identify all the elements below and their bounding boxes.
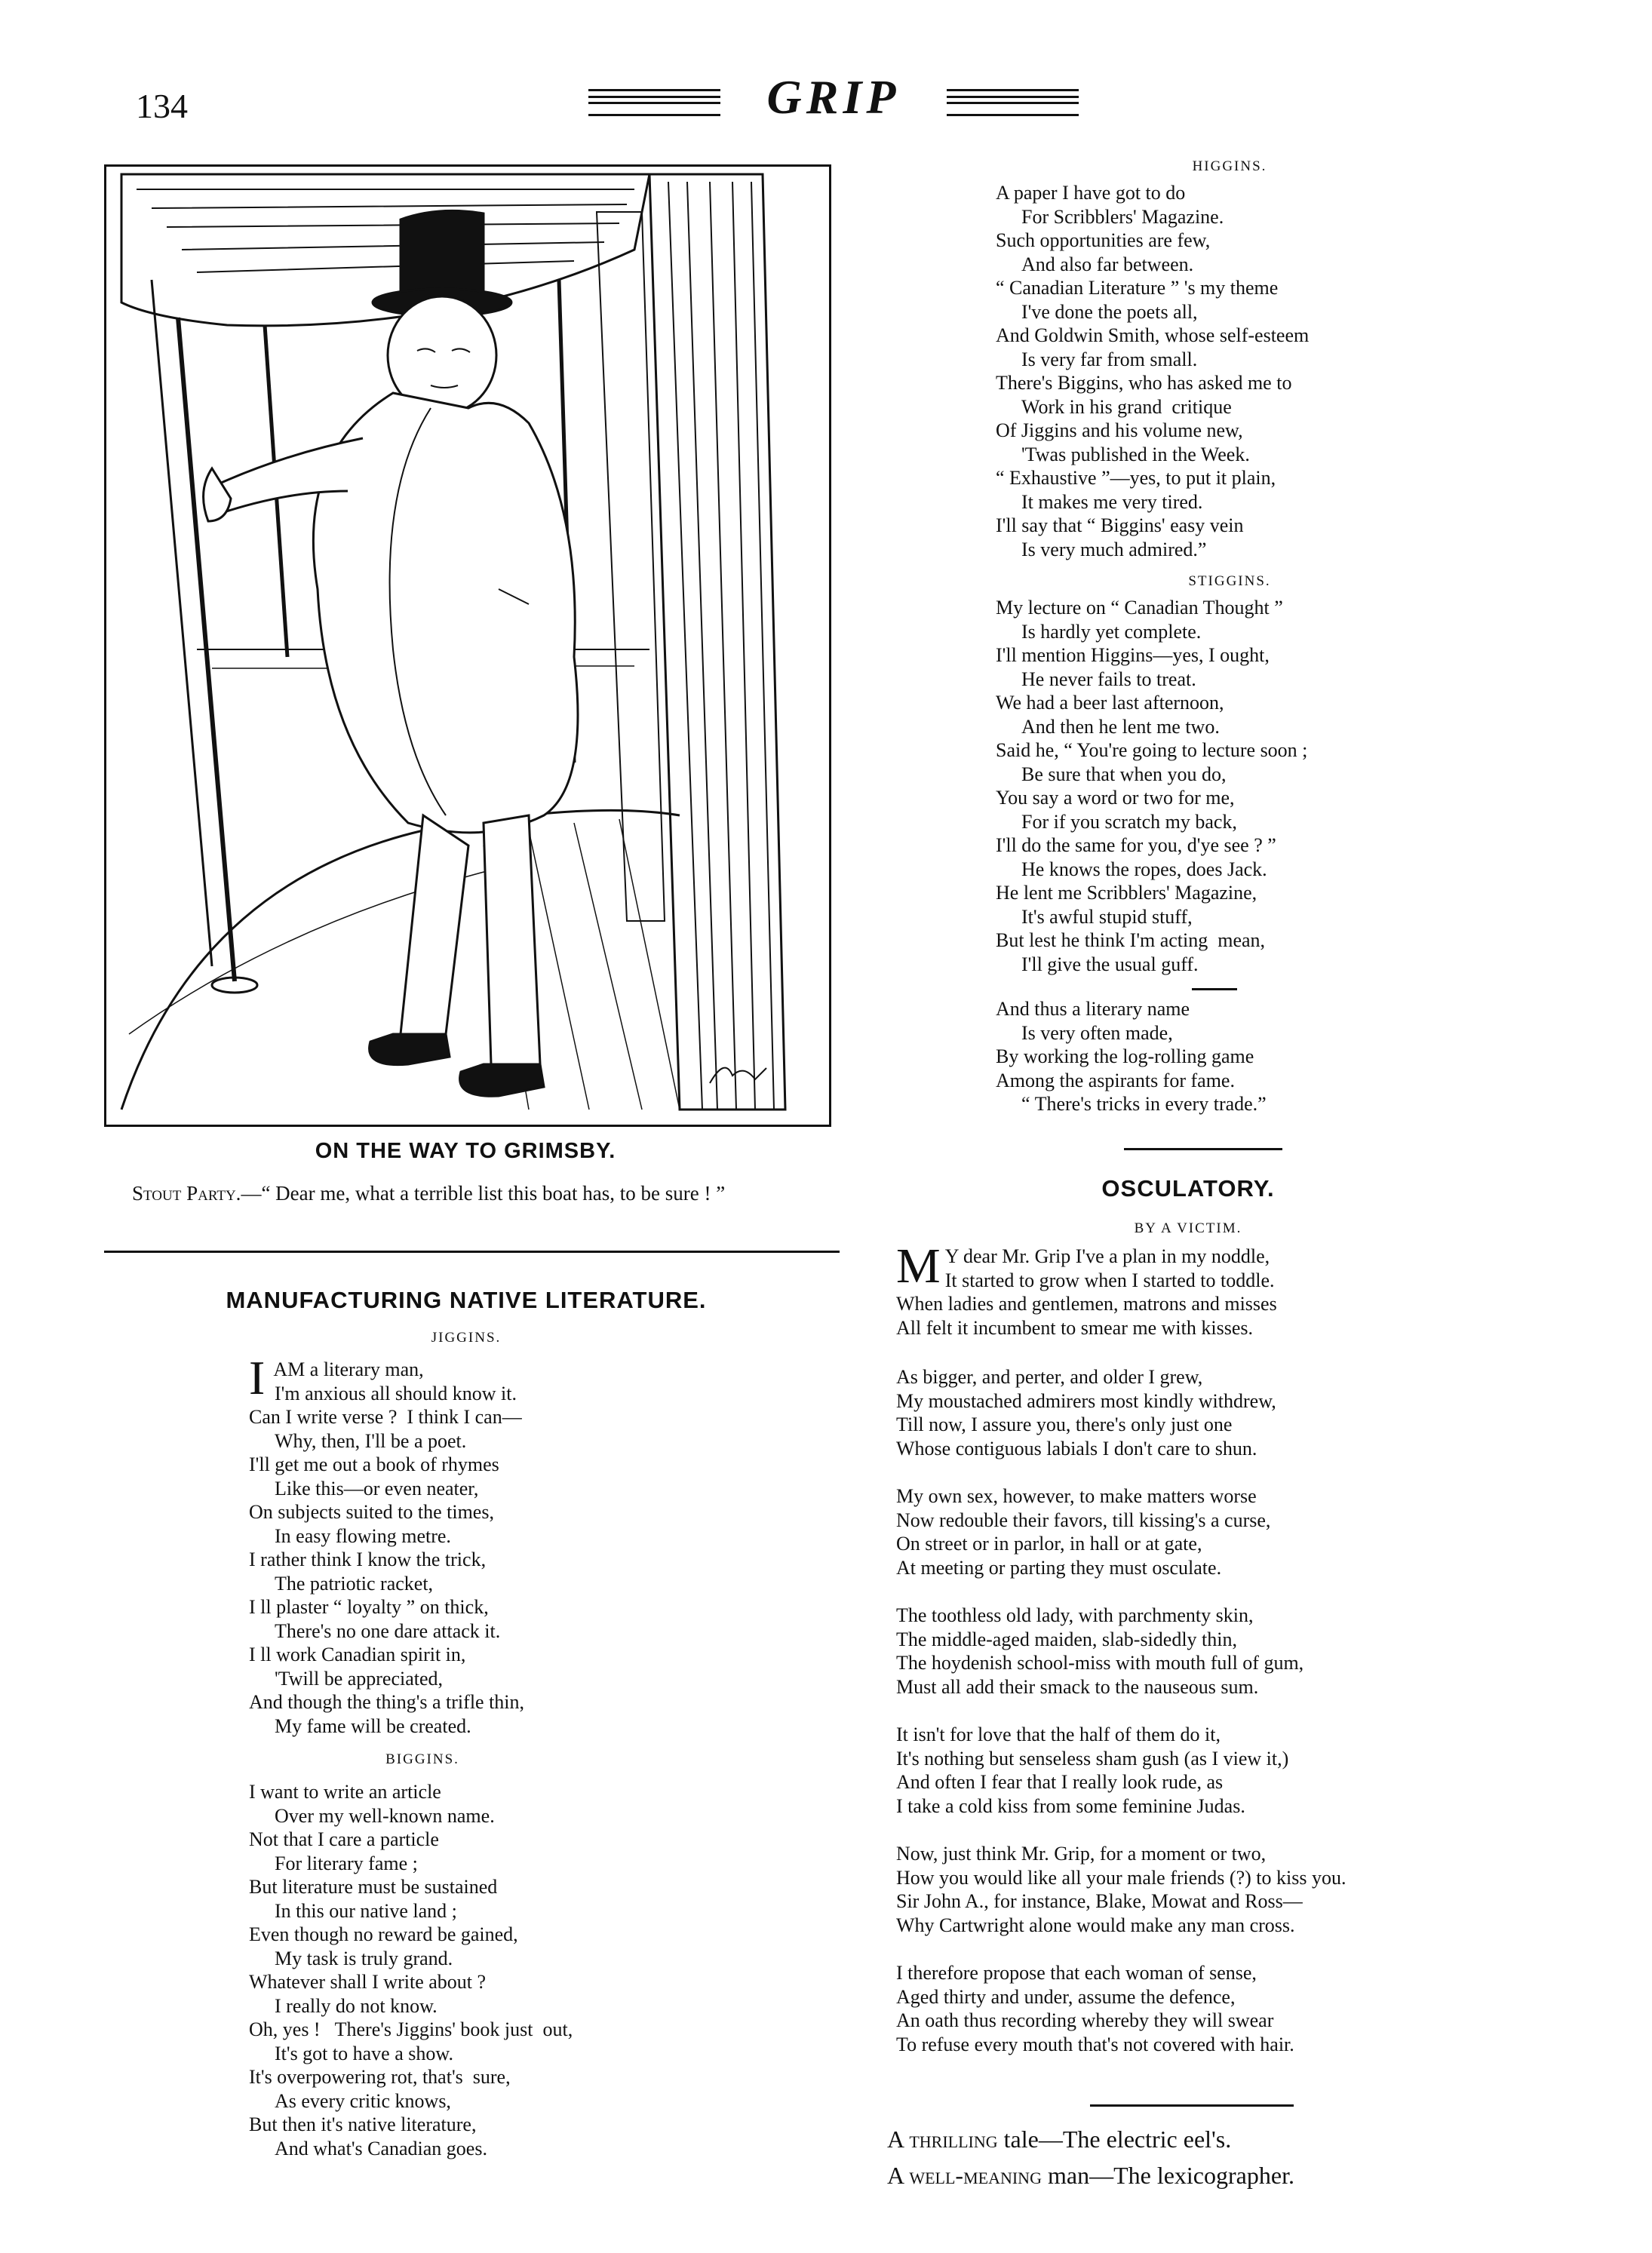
poem-line: And then he lent me two. [1021,715,1220,738]
filler-2 [887,2157,1566,2193]
stanza-line [896,1437,1575,1461]
fillers [887,2121,1566,2193]
poem-line: Over my well-known name. [275,1804,495,1827]
masthead-rule-right [947,89,1079,116]
poem-line: Whatever shall I write about ? [249,1971,487,1993]
biggins-lines [249,1780,777,2160]
divider-before-fillers [1090,2104,1294,2107]
stanza-line [896,1484,1575,1509]
stanza-line-text: Aged thirty and under, assume the defence, [896,1985,1236,2008]
poem-line: Said he, “ You're going to lecture soon ; [996,739,1308,761]
stanza-line-text: To refuse every mouth that's not covered with hair. [896,2033,1294,2055]
poem-line: Oh, yes ! There's Jiggins' book just out, [249,2018,573,2040]
poem-line: I'll mention Higgins—yes, I ought, [996,644,1270,666]
stanza-line [896,1961,1575,1985]
jiggins-lines [249,1351,732,1738]
stanza-line [896,1770,1575,1794]
poem-line: Be sure that when you do, [1021,763,1227,785]
poem-line: My task is truly grand. [275,1947,453,1969]
stanza-line-text: Sir John A., for instance, Blake, Mowat and Ross— [896,1890,1303,1912]
poem-line: There's Biggins, who has asked me to [996,372,1292,394]
stanza-line-text: My own sex, however, to make matters worse [896,1485,1257,1507]
poem-line: I'll give the usual guff. [1021,953,1199,975]
stanza [896,1604,1575,1699]
stanza-line [896,1723,1575,1747]
poem-line: In this our native land ; [275,1899,457,1922]
poem-line: And thus a literary name [996,998,1190,1020]
poem-line: “ Canadian Literature ” 's my theme [996,277,1279,299]
osculatory-stanzas [896,1239,1575,2056]
stanza-line-text: It's nothing but senseless sham gush (as I view it,) [896,1747,1289,1770]
filler-2-text: man—The lexicographer. [1041,2162,1294,2189]
masthead-title: GRIP [766,70,901,124]
poem-line: A paper I have got to do [996,182,1186,204]
stanza-line [896,1866,1575,1890]
poem-line: He never fails to treat. [1021,668,1196,690]
article-title-manufacturing: MANUFACTURING NATIVE LITERATURE. [226,1287,707,1313]
section-divider [104,1251,840,1253]
stanza [896,1484,1575,1579]
poem-line: Is hardly yet complete. [1021,620,1202,643]
stanza-line [896,1604,1575,1628]
higgins-poem [996,181,1569,561]
poem-line: I really do not know. [275,1994,438,2017]
poem-line: I rather think I know the trick, [249,1549,487,1570]
poem-line: AM a literary man, [269,1358,424,1380]
jiggins-heading: JIGGINS. [431,1330,502,1346]
filler-1-lead: A thrilling [887,2126,998,2153]
stanza-line-text: When ladies and gentlemen, matrons and misses [896,1293,1277,1315]
stanza-line [896,1389,1575,1413]
stanza [896,1365,1575,1460]
cartoon-caption-title: ON THE WAY TO GRIMSBY. [315,1139,616,1163]
stiggins-poem [996,596,1569,976]
filler-2-lead: A well-meaning [887,2162,1042,2189]
poem-line: The patriotic racket, [275,1572,434,1595]
stanza [896,1723,1575,1818]
short-divider [1192,988,1237,990]
poem-line: But then it's native literature, [249,2113,477,2135]
stanza [896,1961,1575,2056]
poem-line: I ll work Canadian spirit in, [249,1644,466,1665]
stanza-line-text: The hoydenish school-miss with mouth full of gum, [896,1652,1304,1674]
poem-line: I'll get me out a book of rhymes [249,1453,499,1475]
poem-line: Is very far from small. [1021,348,1198,370]
stanza-line [896,1651,1575,1675]
stanza-line [896,1985,1575,2009]
poem-line: Is very often made, [1021,1021,1173,1044]
poem-line: Such opportunities are few, [996,229,1211,251]
jiggins-dropcap: I [249,1351,266,1404]
filler-1-text: tale—The electric eel's. [997,2126,1232,2153]
poem-line: 'Twas published in the Week. [1021,443,1250,465]
divider-before-osculatory [1124,1148,1282,1150]
stanza-line [896,1292,1575,1316]
page-number: 134 [136,87,188,125]
stanza-line-text: Whose contiguous labials I don't care to shun. [896,1437,1257,1460]
poem-line: It's overpowering rot, that's sure, [249,2066,511,2088]
stanza-line-text: Must all add their smack to the nauseous sum. [896,1675,1259,1698]
stanza-line [896,1316,1575,1340]
poem-line: There's no one dare attack it. [275,1619,501,1642]
stanza-line-text: As bigger, and perter, and older I grew, [896,1366,1203,1388]
poem-line: For Scribblers' Magazine. [1021,205,1224,228]
stanza-line-text: Y dear Mr. Grip I've a plan in my noddle, [944,1245,1270,1267]
cartoon-illustration [104,164,831,1127]
jiggins-poem [249,1351,732,1738]
poem-line: Among the aspirants for fame. [996,1069,1235,1091]
stanza-line [896,1628,1575,1652]
poem-line: Even though no reward be gained, [249,1923,518,1945]
stanza-line [896,1245,1575,1269]
stanza-line [896,1747,1575,1771]
filler-1 [887,2121,1566,2157]
stanza-line [896,1269,1575,1293]
cartoon-caption-text [132,1181,826,1205]
masthead [588,72,1079,125]
poem-line: I ll plaster “ loyalty ” on thick, [249,1596,489,1618]
poem-line: Is very much admired.” [1021,538,1207,560]
poem-line: And though the thing's a trifle thin, [249,1691,525,1713]
poem-line: For if you scratch my back, [1021,810,1237,833]
stanza-line-text: I therefore propose that each woman of sense, [896,1962,1257,1984]
stanza-line-text: At meeting or parting they must osculate. [896,1556,1222,1579]
stanza-line-text: How you would like all your male friends (?) to kiss you. [896,1866,1346,1889]
poem-line: By working the log-rolling game [996,1045,1254,1067]
poem-line: Of Jiggins and his volume new, [996,419,1243,441]
stanza-line [896,1914,1575,1938]
poem-line: I'll say that “ Biggins' easy vein [996,514,1244,536]
stanza-line-text: An oath thus recording whereby they will swear [896,2009,1274,2031]
poem-line: You say a word or two for me, [996,787,1235,809]
stanza-line [896,1889,1575,1914]
article-title-osculatory: OSCULATORY. [1101,1175,1275,1202]
stanza-line [896,1556,1575,1580]
poem-line: Can I write verse ? I think I can— [249,1406,522,1428]
poem-line: For literary fame ; [275,1852,418,1874]
poem-line: My fame will be created. [275,1714,471,1737]
poem-line: He knows the ropes, does Jack. [1021,858,1267,880]
poem-line: And what's Canadian goes. [275,2137,487,2159]
poem-line: Not that I care a particle [249,1828,439,1850]
poem-line: Like this—or even neater, [275,1477,479,1499]
stanza-line [896,2009,1575,2033]
stanza-line-text: The middle-aged maiden, slab-sidedly thin, [896,1628,1237,1650]
poem-line: He lent me Scribblers' Magazine, [996,882,1257,904]
biggins-heading: BIGGINS. [385,1751,459,1767]
osculatory-dropcap: M [896,1239,941,1294]
stanza [896,1842,1575,1937]
stanza-line-text: Why Cartwright alone would make any man cross. [896,1914,1295,1936]
stanza-line-text: I take a cold kiss from some feminine Judas. [896,1794,1245,1817]
poem-line: 'Twill be appreciated, [275,1667,444,1690]
stanza-line-text: It started to grow when I started to toddle. [944,1269,1275,1291]
stanza-line [896,1509,1575,1533]
stanza-line [896,1532,1575,1556]
stanza-line-text: All felt it incumbent to smear me with kisses. [896,1316,1253,1339]
poem-line: I've done the poets all, [1021,300,1198,323]
stanza-line [896,1675,1575,1699]
osculatory-byline: BY A VICTIM. [1134,1220,1242,1236]
stanza-line-text: On street or in parlor, in hall or at gate, [896,1533,1202,1555]
cartoon-speech: —“ Dear me, what a terrible list this boat has, to be sure ! ” [241,1182,726,1205]
stanza-line [896,1365,1575,1389]
stanza-line-text: The toothless old lady, with parchmenty skin, [896,1604,1254,1626]
poem-line: It's got to have a show. [275,2042,453,2064]
poem-line: Why, then, I'll be a poet. [275,1429,467,1452]
cartoon-speaker: Stout Party. [132,1182,241,1205]
stiggins-lines [996,596,1569,976]
poem-line: Work in his grand critique [1021,395,1232,418]
cartoon-drawing [106,167,829,1125]
poem-line: It makes me very tired. [1021,490,1203,513]
poem-line: It's awful stupid stuff, [1021,905,1193,928]
stanza-line [896,1413,1575,1437]
stanza-line-text: It isn't for love that the half of them do it, [896,1724,1221,1745]
stanza-line [896,1842,1575,1866]
stanza-line-text: Till now, I assure you, there's only just one [896,1413,1233,1435]
poem-line: As every critic knows, [275,2089,451,2112]
poem-line: We had a beer last afternoon, [996,692,1224,714]
higgins-heading: HIGGINS. [1192,158,1267,174]
osculatory-poem [896,1239,1575,2080]
poem-line: On subjects suited to the times, [249,1501,494,1523]
biggins-poem [249,1780,777,2160]
poem-line: I'm anxious all should know it. [275,1382,517,1404]
poem-line: I want to write an article [249,1781,441,1803]
higgins-lines [996,181,1569,561]
poem-line: And also far between. [1021,253,1194,275]
stanza-line-text: Now redouble their favors, till kissing's a curse, [896,1509,1271,1531]
poem-line: But literature must be sustained [249,1876,498,1898]
poem-line: “ Exhaustive ”—yes, to put it plain, [996,467,1276,489]
closing-poem [996,997,1569,1116]
poem-line: “ There's tricks in every trade.” [1021,1093,1267,1115]
stanza-line-text: And often I fear that I really look rude, as [896,1771,1224,1793]
poem-line: My lecture on “ Canadian Thought ” [996,597,1283,619]
poem-line: But lest he think I'm acting mean, [996,929,1266,951]
closing-lines [996,997,1569,1116]
stanza-line-text: My moustached admirers most kindly withdrew, [896,1389,1276,1412]
masthead-rule-left [588,89,720,116]
stanza [896,1239,1575,1340]
poem-line: And Goldwin Smith, whose self-esteem [996,324,1310,346]
poem-line: I'll do the same for you, d'ye see ? ” [996,834,1276,856]
stanza-line [896,1794,1575,1819]
stiggins-heading: STIGGINS. [1188,573,1271,589]
stanza-line [896,2033,1575,2057]
poem-line: In easy flowing metre. [275,1524,451,1547]
stanza-line-text: Now, just think Mr. Grip, for a moment or two, [896,1843,1267,1865]
